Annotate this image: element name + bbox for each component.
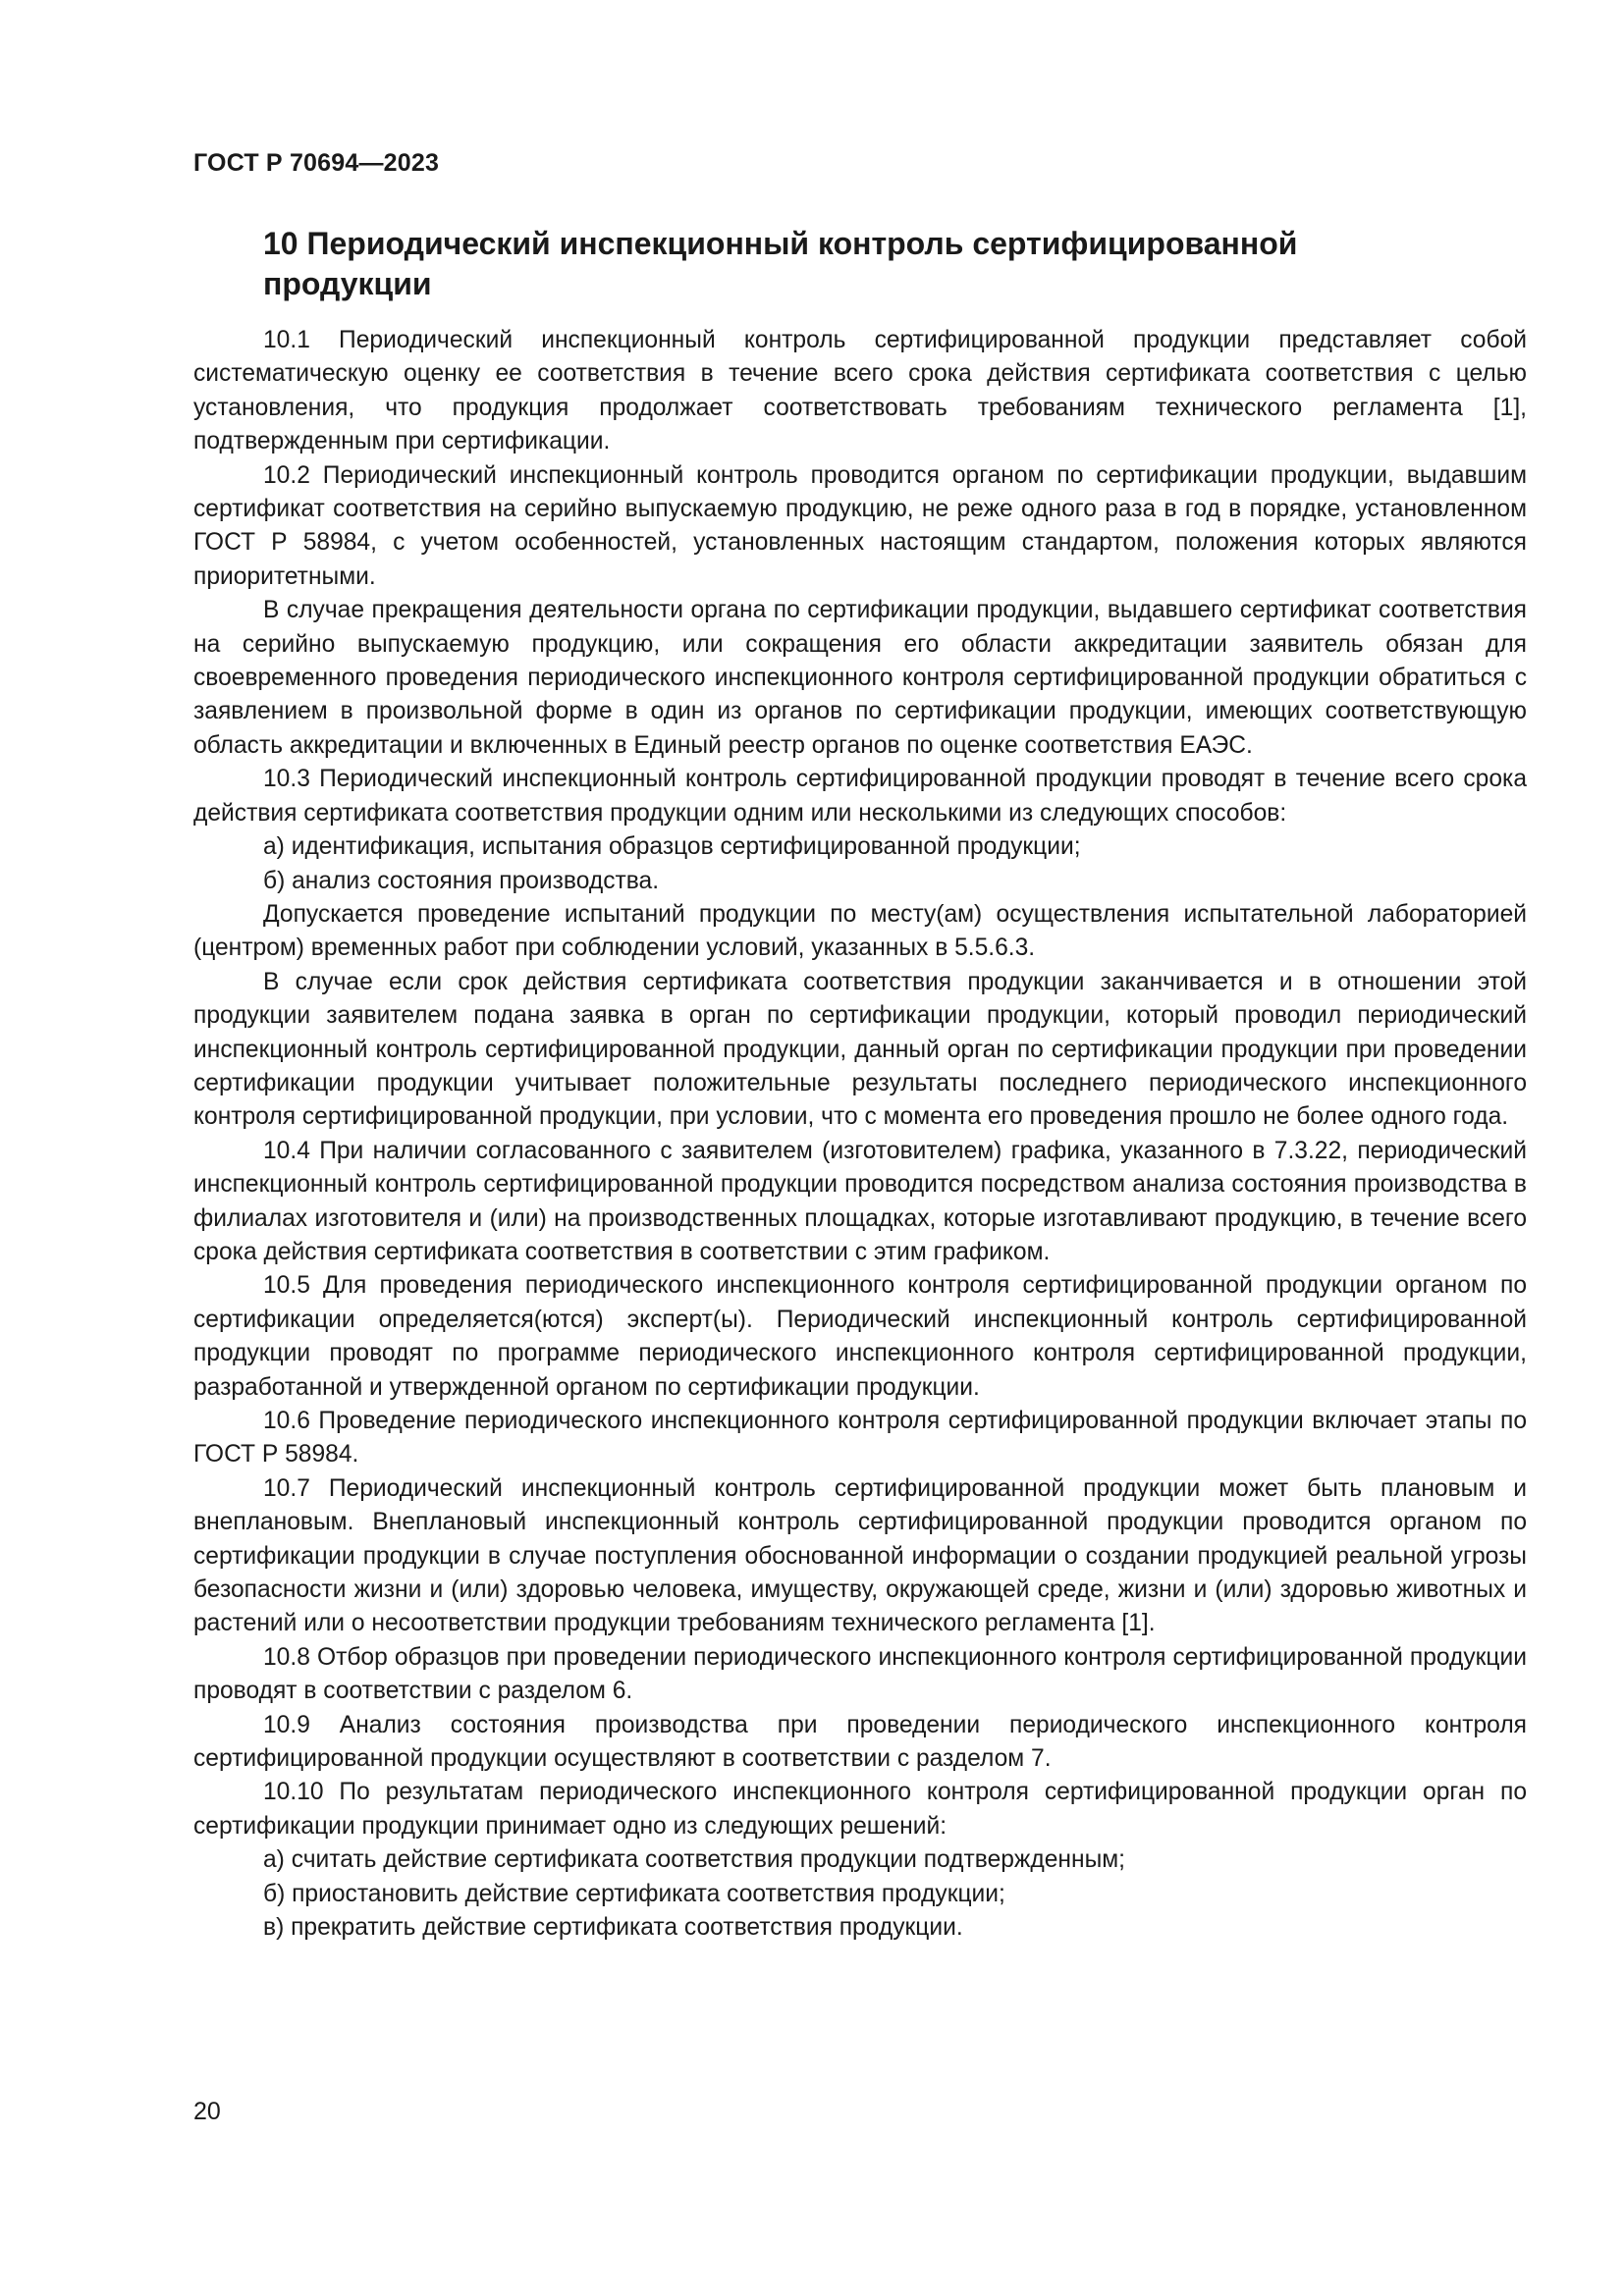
paragraph-10-9: 10.9 Анализ состояния производства при проведении периодического инспекционного контроля сертифицированной продукции осуществляют в соответствии с разделом 7. [193, 1711, 1527, 1773]
paragraph-10-5: 10.5 Для проведения периодического инспекционного контроля сертифицированной продукции органом по сертификации определяется(ются) эксперт(ы). Периодический инспекционный контроль сертифицированной продукции проводят по программе периодического инспекционного контроля сертифицированной продукции, разработанной и утвержденной органом по сертификации продукции. [193, 1272, 1527, 1401]
paragraph-10-3-recertification: В случае если срок действия сертификата соответствия продукции заканчивается и в отношении этой продукции заявителем подана заявка в орган по сертификации продукции, который проводил периодический инспекционный контроль сертифицированной продукции, данный орган по сертификации продукции при проведении сертификации продукции учитывает положительные результаты последнего периодического инспекционного контроля сертифицированной продукции, при условии, что с момента его проведения прошло не более одного года. [193, 968, 1527, 1131]
paragraph-10-6: 10.6 Проведение периодического инспекционного контроля сертифицированной продукции включает этапы по ГОСТ Р 58984. [193, 1408, 1527, 1468]
paragraph-10-2: 10.2 Периодический инспекционный контроль проводится органом по сертификации продукции, выдавшим сертификат соответствия на серийно выпускаемую продукцию, не реже одного раза в год в порядке, установленном ГОСТ Р 58984, с учетом особенностей, установленных настоящим стандартом, положения которых являются приоритетными. [193, 461, 1527, 590]
list-item-10-3-b: б) анализ состояния производства. [263, 867, 660, 894]
paragraph-10-10: 10.10 По результатам периодического инспекционного контроля сертифицированной продукции орган по сертификации продукции принимает одно из следующих решений: [193, 1779, 1527, 1840]
list-item-10-10-c: в) прекратить действие сертификата соответствия продукции. [263, 1914, 963, 1942]
list-item-10-10-b: б) приостановить действие сертификата соответствия продукции; [263, 1880, 1005, 1907]
list-item-10-10-a: а) считать действие сертификата соответствия продукции подтвержденным; [263, 1846, 1125, 1874]
paragraph-10-3-tests-location: Допускается проведение испытаний продукции по месту(ам) осуществления испытательной лабораторией (центром) временных работ при соблюдении условий, указанных в 5.5.6.3. [193, 900, 1527, 962]
paragraph-10-8: 10.8 Отбор образцов при проведении периодического инспекционного контроля сертифицированной продукции проводят в соответствии с разделом 6. [193, 1643, 1527, 1705]
paragraph-10-2-continued: В случае прекращения деятельности органа по сертификации продукции, выдавшего сертификат соответствия на серийно выпускаемую продукцию, или сокращения его области аккредитации заявитель обязан для своевременного проведения периодического инспекционного контроля сертифицированной продукции обратиться с заявлением в произвольной форме в один из органов по сертификации продукции, имеющих соответствующую область аккредитации и включенных в Единый реестр органов по оценке соответствия ЕАЭС. [193, 597, 1527, 759]
list-item-10-3-a: а) идентификация, испытания образцов сертифицированной продукции; [263, 833, 1081, 861]
paragraph-10-3: 10.3 Периодический инспекционный контроль сертифицированной продукции проводят в течение всего срока действия сертификата соответствия продукции одним или несколькими из следующих способов: [193, 766, 1527, 827]
paragraph-10-4: 10.4 При наличии согласованного с заявителем (изготовителем) графика, указанного в 7.3.22, периодический инспекционный контроль сертифицированной продукции проводится посредством анализа состояния производства в филиалах изготовителя и (или) на производственных площадках, которые изготавливают продукцию, в течение всего срока действия сертификата соответствия в соответствии с этим графиком. [193, 1137, 1527, 1265]
page-number: 20 [193, 2098, 221, 2125]
paragraph-10-7: 10.7 Периодический инспекционный контроль сертифицированной продукции может быть плановым и внеплановым. Внеплановый инспекционный контроль сертифицированной продукции проводится органом по сертификации продукции в случае поступления обоснованной информации о создании продукцией реальной угрозы безопасности жизни и (или) здоровью человека, имуществу, окружающей среде, жизни и (или) здоровью животных и растений или о несоответствии продукции требованиям технического регламента [1]. [193, 1474, 1527, 1637]
section-body [193, 324, 1527, 1946]
section-title: 10 Периодический инспекционный контроль сертифицированной продукции [263, 226, 1298, 301]
document-header: ГОСТ Р 70694—2023 [193, 149, 440, 177]
paragraph-10-1: 10.1 Периодический инспекционный контроль сертифицированной продукции представляет собой систематическую оценку ее соответствия в течение всего срока действия сертификата соответствия с целью установления, что продукция продолжает соответствовать требованиям технического регламента [1], подтвержденным при сертификации. [193, 327, 1527, 455]
